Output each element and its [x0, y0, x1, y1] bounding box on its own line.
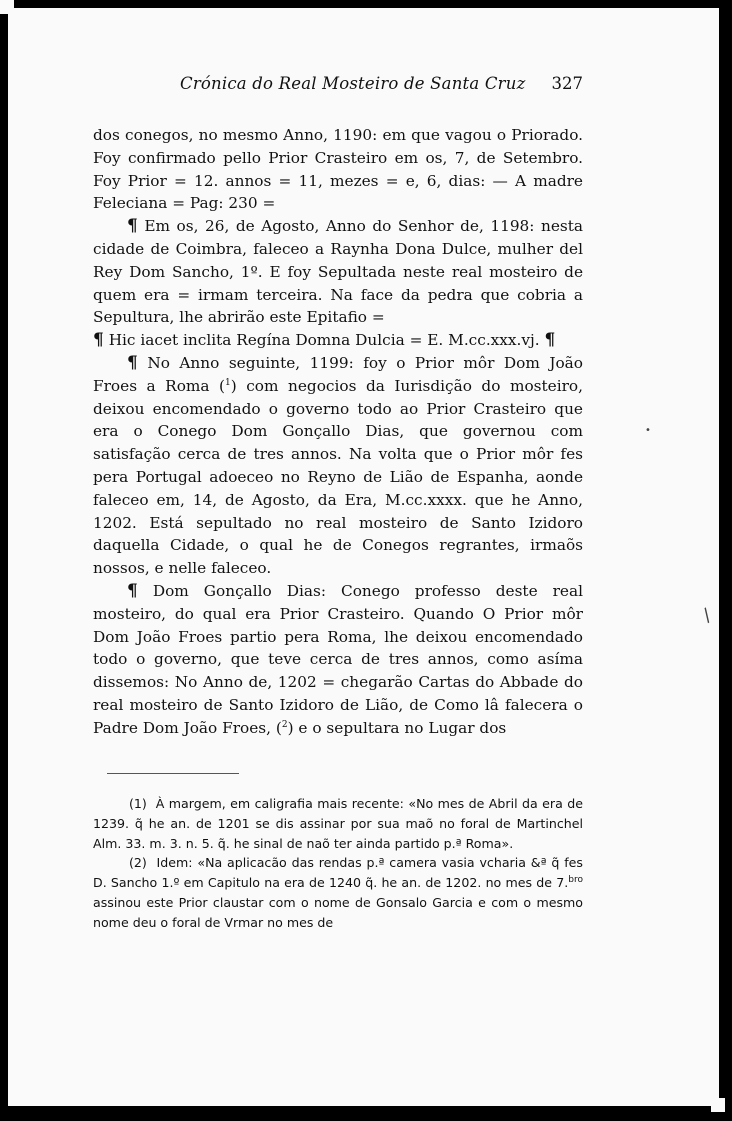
epitaph-line: ¶ Hic iacet inclita Regína Domna Dulcia = E. M.cc.xxx.vj. ¶ — [93, 330, 556, 351]
pilcrow-icon: ¶ — [127, 580, 138, 601]
page-sheet — [8, 8, 719, 1106]
body-text — [93, 124, 583, 740]
pilcrow-icon: ¶ — [93, 330, 104, 351]
footnote-1: (1) À margem, em caligrafia mais recente: «No mes de Abril da era de 1239. q̃ he an. de 1201 se dis assinar por sua maõ no foral de Martinchel Alm. 33. m. 3. n. 5. q̃. he sinal de naõ ter ainda partido p.ª Roma». — [93, 796, 583, 851]
pilcrow-icon: ¶ — [127, 352, 138, 373]
footnote-rule — [107, 773, 239, 774]
paragraph-2: ¶ Em os, 26, de Agosto, Anno do Senhor de, 1198: nesta cidade de Coimbra, faleceo a Raynha Dona Dulce, mulher del Rey Dom Sancho, 1º. E foy Sepultada neste real mosteiro de quem era = irmam terceira. Na face da pedra que cobria a Sepultura, lhe abrirão este Epitafio = — [93, 216, 583, 327]
footnotes — [93, 794, 583, 933]
running-title: Crónica do Real Mosteiro de Santa Cruz — [180, 74, 526, 93]
footnote-2: (2) Idem: «Na aplicacão das rendas p.ª camera vasia vcharia &ª q̃ fes D. Sancho 1.º em Capitulo na era de 1240 q̃. he an. de 1202. no mes de 7.$^{bro}$ assinou este Prior claustar com o nome de Gonsalo Garcia e com o mesmo nome deu o foral de Vrmar no mes de — [93, 855, 583, 930]
paragraph-4: ¶ Dom Gonçallo Dias: Conego professo deste real mosteiro, do qual era Prior Crasteiro. Quando O Prior môr Dom João Froes partio pera Roma, lhe deixou encomendado todo o governo, que teve cerca de tres annos, como asíma dissemos: No Anno de, 1202 = chegarão Cartas do Abbade do real mosteiro de Santo Izidoro de Lião, de Como lâ falecera o Padre Dom João Froes, ($^2$) e o sepultara no Lugar dos — [93, 580, 583, 737]
paragraph-1: dos conegos, no mesmo Anno, 1190: em que vagou o Priorado. Foy confirmado pello Prior Crasteiro em os, 7, de Setembro. Foy Prior = 12. annos = 11, mezes = e, 6, dias: — A madre Feleciana = Pag: 230 = — [93, 126, 583, 213]
pilcrow-icon: ¶ — [127, 216, 138, 237]
margin-slash-mark: / — [699, 604, 715, 627]
footnote-ref-2: 2 — [281, 719, 288, 730]
paragraph-3: ¶ No Anno seguinte, 1199: foy o Prior môr Dom João Froes a Roma ($^1$) com negocios da Iurisdição do mosteiro, deixou encomendado o governo todo ao Prior Crasteiro que era o Conego Dom Gonçallo Dias, que governou com satisfação cerca de tres annos. Na volta que o Prior môr fes pera Portugal adoeceo no Reyno de Lião de Espanha, aonde faleceo em, 14, de Agosto, da Era, M.cc.xxxx. que he Anno, 1202. Está sepultado no real mosteiro de Santo Izidoro daquella Cidade, o qual he de Conegos regrantes, irmaõs nossos, e nelle faleceo. — [93, 352, 583, 578]
footnote-ref-1: 1 — [225, 377, 231, 388]
page-header — [93, 74, 583, 98]
page-number: 327 — [551, 74, 583, 93]
margin-dot-mark: • — [645, 425, 651, 436]
pilcrow-icon: ¶ — [544, 330, 556, 351]
